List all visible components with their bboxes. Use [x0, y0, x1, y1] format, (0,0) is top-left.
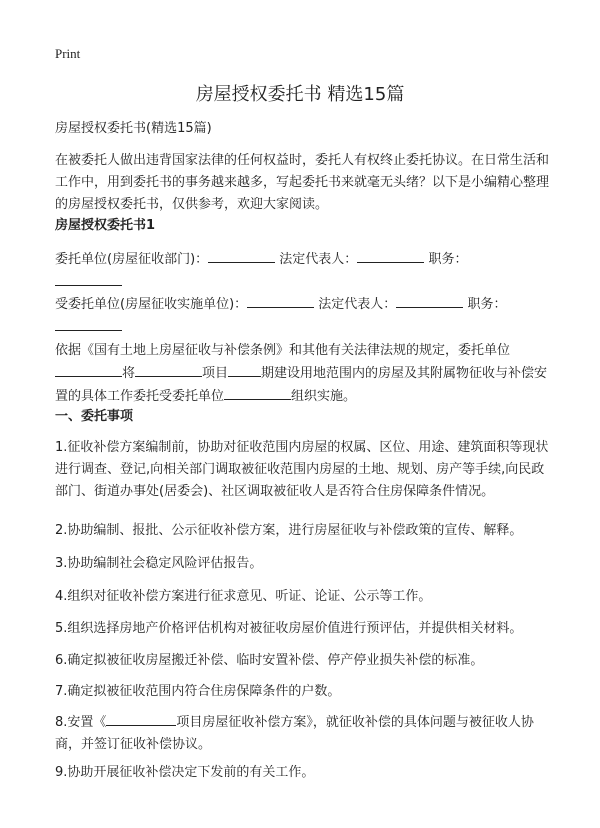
blank-field [55, 271, 122, 286]
intro-paragraph: 在被委托人做出违背国家法律的任何权益时，委托人有权终止委托协议。在日常生活和工作中，用到委托书的事务越来越多，写起委托书来就毫无头绪？以下是小编精心整理的房屋授权委托书，仅供参考，欢迎大家阅读。 [55, 153, 550, 212]
legal-rep-label: 法定代表人： [318, 297, 397, 312]
blank-field [224, 385, 291, 400]
list-item: 1.征收补偿方案编制前，协助对征收范围内房屋的权属、区位、用途、建筑面积等现状进行调查、登记,向相关部门调取被征收范围内房屋的土地、规划、房产等手续,向民政部门、街道办事处(居委会)、社区调取被征收人是否符合住房保障条件情况。 [55, 440, 549, 499]
list-item [55, 711, 555, 756]
blank-field [247, 293, 314, 308]
item8-text: 项目房屋征收补偿方案》，就征收补偿的具体问题与被征收人协商，并签订征收补偿协议。 [55, 715, 534, 752]
blank-field [55, 316, 122, 331]
doc-subtitle: 房屋授权委托书(精选15篇) [55, 121, 212, 136]
blank-field [357, 248, 424, 263]
blank-field [208, 248, 275, 263]
entrusting-unit-label: 委托单位(房屋征收部门)： [55, 252, 209, 267]
blank-field [55, 362, 122, 377]
print-link[interactable]: Print [55, 46, 81, 61]
legal-rep-label: 法定代表人： [279, 252, 358, 267]
basis-paragraph [55, 340, 555, 408]
blank-field [396, 293, 463, 308]
page-title: 房屋授权委托书 精选15篇 [195, 84, 405, 105]
position-label: 职务： [467, 297, 507, 312]
entrusting-unit-line [55, 248, 555, 294]
list-item: 7.确定拟被征收范围内符合住房保障条件的户数。 [55, 684, 341, 699]
entrusted-unit-line [55, 293, 555, 339]
entrusted-unit-label: 受委托单位(房屋征收实施单位)： [55, 297, 248, 312]
basis-text: 项目 [202, 366, 229, 381]
blank-field [106, 711, 176, 726]
basis-text: 期建设用地范围内的房屋及其附属物征收与补偿安置的具体工作委托受委托单位 [55, 366, 548, 404]
item8-text: 8.安置《 [55, 715, 107, 730]
list-item: 5.组织选择房地产价格评估机构对被征收房屋价值进行预评估，并提供相关材料。 [55, 621, 523, 636]
list-item: 3.协助编制社会稳定风险评估报告。 [55, 556, 263, 571]
basis-text: 组织实施。 [291, 389, 357, 404]
entrust-matters-heading: 一、委托事项 [55, 409, 134, 424]
basis-text: 依据《国有土地上房屋征收与补偿条例》和其他有关法律法规的规定，委托单位 [55, 343, 511, 358]
position-label: 职务： [428, 252, 468, 267]
list-item: 9.协助开展征收补偿决定下发前的有关工作。 [55, 765, 315, 780]
list-item: 2.协助编制、报批、公示征收补偿方案，进行房屋征收与补偿政策的宣传、解释。 [55, 523, 523, 538]
blank-field [228, 362, 261, 377]
blank-field [135, 362, 202, 377]
list-item: 4.组织对征收补偿方案进行征求意见、听证、论证、公示等工作。 [55, 589, 432, 604]
section-title-1: 房屋授权委托书1 [55, 218, 156, 233]
basis-text: 将 [122, 366, 136, 381]
list-item: 6.确定拟被征收房屋搬迁补偿、临时安置补偿、停产停业损失补偿的标准。 [55, 653, 484, 668]
